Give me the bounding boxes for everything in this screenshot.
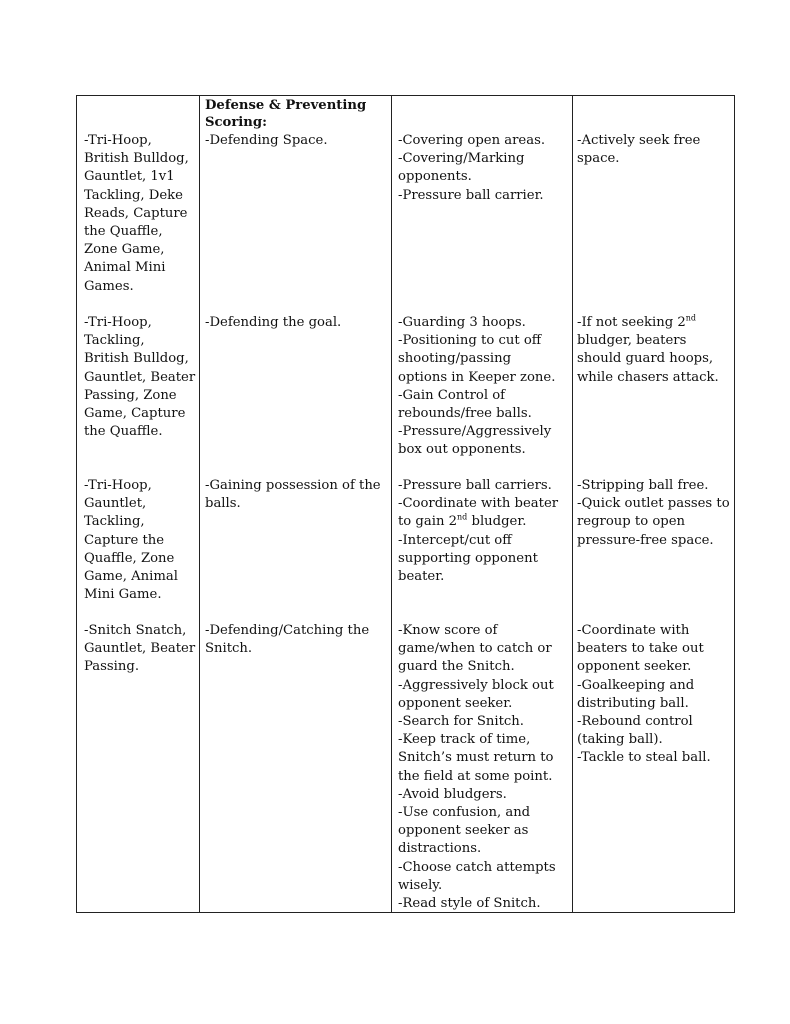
tactics-cell: -Covering open areas. -Covering/Marking opponents. -Pressure ball carrier. — [398, 133, 546, 203]
tactics-cell: -Know score of game/when to catch or guard the Snitch. -Aggressively block out opponent seeker. -Search for Snitch. -Keep track of time, Snitch’s must return to the field at some point. -Avoid bludgers. -Use confusion, and opponent seeker as distractions. -Choose catch attempts wisely. -Read style of Snitch. — [398, 623, 556, 912]
ordinal-suffix: nd — [457, 513, 468, 523]
notes-text: bludger, beaters should guard hoops, while chasers attack. — [577, 333, 719, 385]
games-cell: -Tri-Hoop, Gauntlet, Tackling, Capture the Quaffle, Zone Game, Animal Mini Game. — [84, 478, 178, 603]
tactics-cell: -Guarding 3 hoops. -Positioning to cut off shooting/passing options in Keeper zone. -Gain Control of rebounds/free balls. -Pressure/Aggressively box out opponents. — [398, 315, 556, 458]
notes-text: -If not seeking 2 — [577, 315, 686, 330]
skill-cell: -Defending/Catching the Snitch. — [205, 623, 370, 657]
games-cell: -Snitch Snatch, Gauntlet, Beater Passing. — [84, 623, 196, 675]
tactics-cell — [398, 477, 558, 586]
notes-cell: -Stripping ball free. -Quick outlet passes to regroup to open pressure-free space. — [577, 478, 730, 548]
skill-cell: -Defending the goal. — [205, 315, 342, 330]
games-cell: -Tri-Hoop, Tackling, British Bulldog, Gauntlet, Beater Passing, Zone Game, Capture the Quaffle. — [84, 315, 196, 440]
notes-cell: -Coordinate with beaters to take out opponent seeker. -Goalkeeping and distributing ball. -Rebound control (taking ball). -Tackle to steal ball. — [577, 623, 711, 766]
tactics-text: bludger. -Intercept/cut off supporting opponent beater. — [398, 514, 538, 585]
column-divider — [199, 96, 200, 912]
tactics-text: -Pressure ball carriers. -Coordinate with beater to gain 2 — [398, 478, 559, 530]
skill-cell: -Defending Space. — [205, 133, 328, 148]
notes-cell — [577, 314, 719, 387]
column-divider — [572, 96, 573, 912]
notes-cell: -Actively seek free space. — [577, 133, 701, 167]
section-heading: Defense & Preventing Scoring: — [205, 98, 367, 130]
column-divider — [391, 96, 392, 912]
skill-cell: -Gaining possession of the balls. — [205, 478, 381, 512]
ordinal-suffix: nd — [685, 313, 697, 323]
games-cell: -Tri-Hoop, British Bulldog, Gauntlet, 1v1 Tackling, Deke Reads, Capture the Quaffle, Zone Game, Animal Mini Games. — [84, 133, 189, 294]
